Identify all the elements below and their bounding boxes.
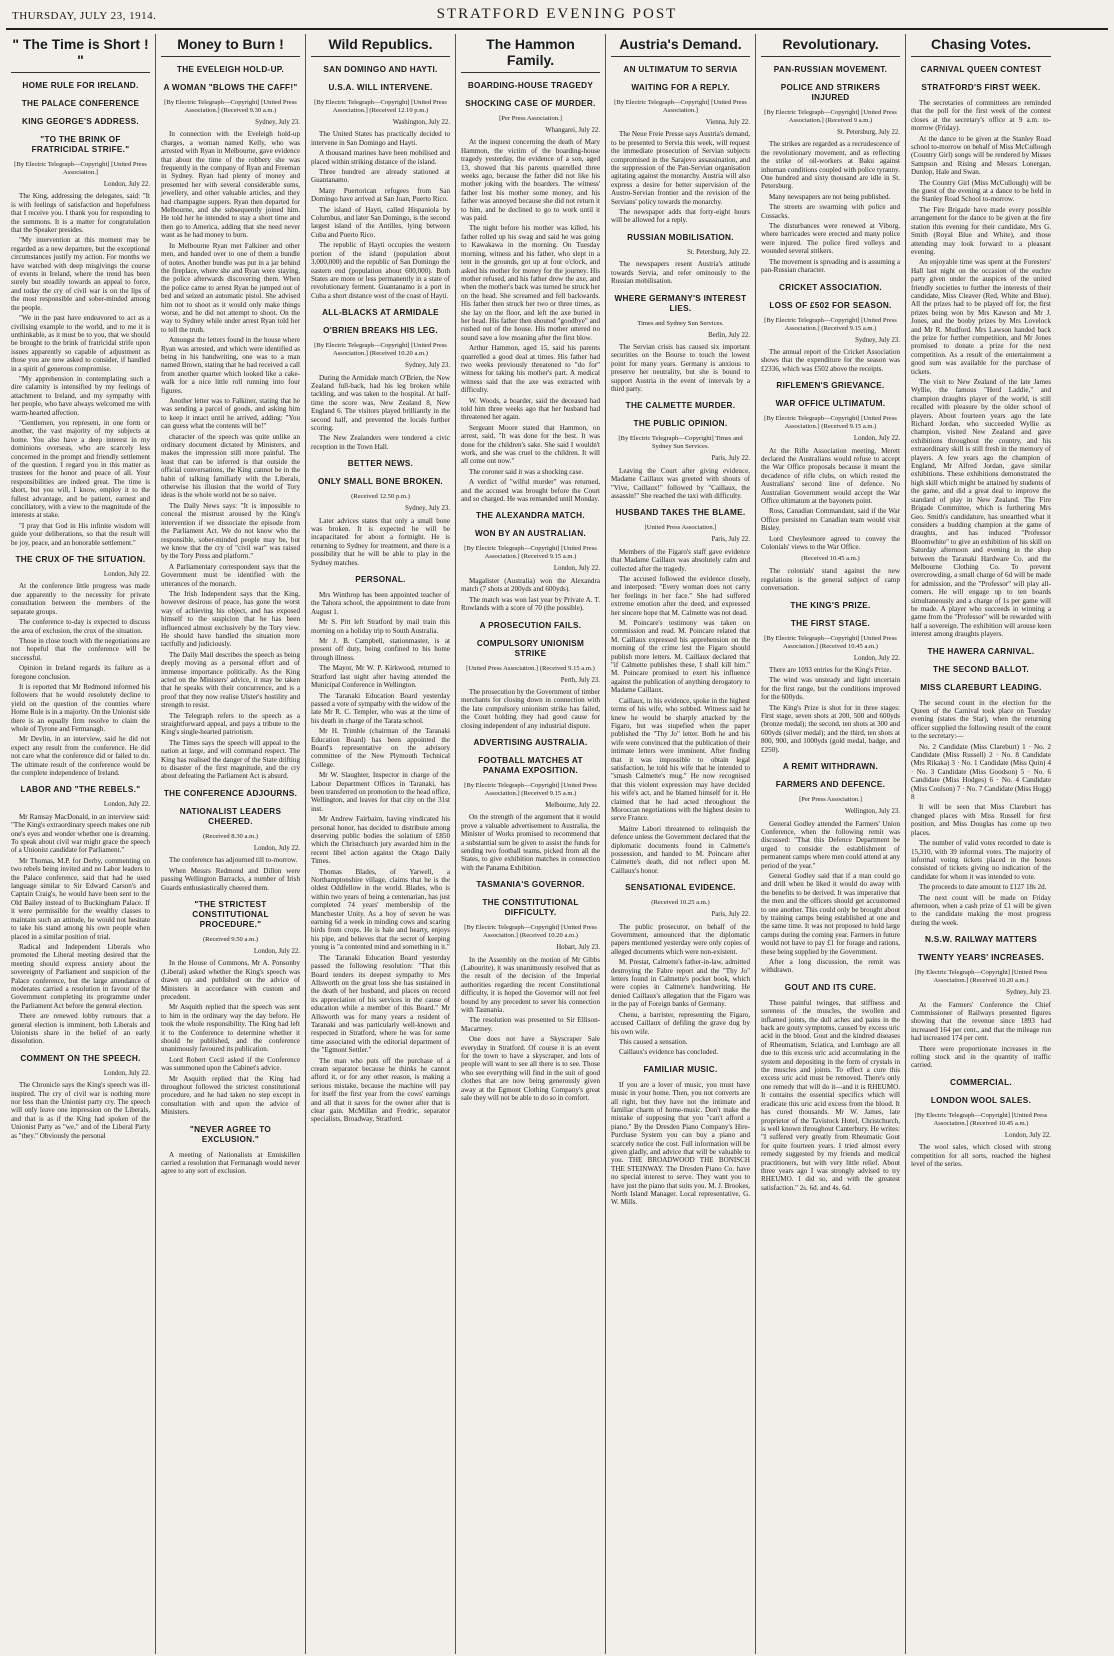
subheading: BETTER NEWS. [347, 459, 414, 469]
dateline: Wellington, July 23. [845, 808, 900, 816]
column-6 [756, 34, 906, 1654]
article-paragraph: Mr S. Pitt left Stratford by mail train this morning on a holiday trip to South Australia. [311, 618, 450, 635]
subheading: "NEVER AGREE TO EXCLUSION." [189, 1124, 272, 1144]
article-paragraph: Caillaux's evidence has concluded. [619, 1048, 718, 1057]
subheading: FOOTBALL MATCHES AT PANAMA EXPOSITION. [478, 755, 583, 775]
article-paragraph: Mr Devlin, in an interview, said he did not expect any result from the conference. He did not care what the conference did or failed to do. The ultimate result of the conference would be the complete independence of Ireland. [11, 735, 150, 777]
subheading: CARNIVAL QUEEN CONTEST [920, 65, 1042, 74]
article-paragraph: The conference has adjourned till to-morrow. [169, 856, 298, 865]
subheading: THE SECOND BALLOT. [933, 664, 1029, 674]
article-paragraph: The streets are swarming with police and Cossacks. [761, 203, 900, 220]
subheading: FARMERS AND DEFENCE. [775, 780, 886, 790]
subheading: THE CONFERENCE ADJOURNS. [163, 788, 298, 798]
wire-credit: [By Electric Telegraph—Copyright] [United Press Association.] (Received 9.15 a.m.) [764, 316, 897, 332]
subheading: RIFLEMEN'S GRIEVANCE. [776, 381, 885, 391]
dateline: Vienna, July 22. [705, 119, 750, 126]
wire-credit: [By Electric Telegraph—Copyright] [United Press Association.] (Received 10.45 a.m.) [764, 634, 897, 650]
article-paragraph: In Melbourne Ryan met Falkiner and other men, and handed over to one of them a bundle of notes. Another bundle was put in a jar behind the fireplace, where she and Ryan were staying, the police afterwards discovering them. When the police came to arrest Ryan he jumped out of bed and seized an automatic pistol. She advised him not to shoot as it would only make things worse, and he did not attempt to shoot. On the way to Sydney while under arrest Ryan told her to tell the truth. [161, 241, 300, 334]
article-paragraph: The United States has practically decided to intervene in San Domingo and Hayti. [311, 130, 450, 147]
subheading: THE CRUX OF THE SITUATION. [15, 555, 146, 565]
article-paragraph: The newspapers resent Austria's attitude towards Servia, and refer ominously to the Russian mobilisation. [611, 260, 750, 286]
subheading: A WOMAN "BLOWS THE CAFF!" [163, 83, 298, 92]
dateline: Hobart, July 23. [556, 944, 600, 952]
article-paragraph: W. Woods, a boarder, said the deceased had told him three weeks ago that her husband had threatened her again. [461, 396, 600, 422]
dateline: London, July 22. [1004, 1131, 1051, 1139]
article-paragraph: "Gentlemen, you represent, in one form or another, the vast majority of my subjects at home. You also have a deep interest in my dominions overseas, who are scarcely less concerned in the prompt and friendly settlement of the question. I regard you in this matter as trustees for the honor and peace of all. Your responsibilities are indeed great. The time is short, but you will, I know, employ it to the fullest advantage, and be patient, earnest and conciliatory, with a view to the magnitude of the interests at stake. [11, 418, 150, 520]
article-paragraph: The accused followed the evidence closely, and interposed: "Every woman does not carry her feelings in her face." She had suffered extreme emotion after the deed, and expressed her sincere hope that M. Calmette was not dead. [611, 575, 750, 617]
dateline: Perth, July 23. [560, 676, 600, 684]
article-paragraph: The newspaper adds that forty-eight hours will be allowed for a reply. [611, 208, 750, 225]
subheading: WON BY AN AUSTRALIAN. [474, 529, 587, 539]
article-paragraph: The Daily Mail describes the speech as being deeply moving as a personal effort and of immense importance politically. As the King acted on the Ministers' advice, it may be taken that he speaks with their concurrence, and is a proof that they now realise Ulster's hostility and strength to resist. [161, 650, 300, 710]
article-paragraph: The match was won last year by Private A. T. Rowlands with a score of 70 (the possible). [461, 595, 600, 613]
article-paragraph: The colonials' stand against the new regulations is the general subject of camp conversation. [761, 567, 900, 593]
subheading: SENSATIONAL EVIDENCE. [625, 883, 736, 893]
subheading: PERSONAL. [355, 575, 406, 585]
article-paragraph: The proceeds to date amount to £127 18s 2d. [919, 883, 1047, 892]
article-paragraph: The Irish Independent says that the King, however desirous of peace, has gone the worst way of achieving his object, and has exposed himself to the suspicion that he has been influenced almost exclusively by the Tory view. He should have handled the situation more tactfully and judiciously. [161, 589, 300, 649]
article-paragraph: Chenu, a barrister, representing the Figaro, accused Caillaux of defiling the grave dug by his own wife. [611, 1010, 750, 1036]
article-paragraph: Lord Robert Cecil asked if the Conference was summoned upon the Cabinet's advice. [161, 1055, 300, 1073]
subheading: THE CONSTITUTIONAL DIFFICULTY. [482, 898, 579, 918]
article-paragraph: Caillaux, in his evidence, spoke in the highest terms of his wife, who sobbed. Witness said he knew he would be sharply attacked by the Figaro, but was stupefied when the paper published the "Thy Jo" letter. Both he and his wife were convinced that the publication of their intimate letters were imminent. After finding that it was impossible to obtain legal satisfaction, he told his wife that he intended to "smash Calmette's mug." He now recognised that this violent expression may have decided his wife's act, and he blamed himself for it. He claimed that he had acted throughout the Moroccan negotiations with the highest desire to serve France. [611, 696, 750, 823]
wire-credit: (Received 10.25 a.m.) [651, 899, 710, 907]
issue-date: THURSDAY, JULY 23, 1914. [12, 10, 157, 22]
wire-credit: [By Electric Telegraph—Copyright] [United Press Association.] (Received 10.20 a.m.) [914, 969, 1048, 985]
wire-credit: [Per Press Association.] [799, 796, 862, 804]
article-paragraph: One does not have a Skyscraper Sale everyday in Stratford. Of course it is an event for the town to have a skyscraper, and lots of people will want to see all there is to see. Those who see everything will find in the suit of good clothes that are now being generously given away at the Egmont Clothing Company's great sale they will not be able to do so in comfort. [461, 1035, 600, 1103]
article-paragraph: "I pray that God in His infinite wisdom will guide your deliberations, so that the result will be joy, peace, and an honorable settlement." [11, 521, 150, 547]
subheading: GOUT AND ITS CURE. [784, 982, 877, 992]
dateline: London, July 22. [853, 435, 900, 443]
masthead [6, 6, 1108, 30]
article-paragraph: The Taranaki Education Board yesterday passed a vote of sympathy with the widow of the late Mr R. C. Templer, who was at the time of his death in charge of the Tarata school. [311, 691, 450, 725]
article-paragraph: Three hundred are already stationed at Guantanamo. [311, 168, 450, 185]
wire-credit: [By Electric Telegraph—Copyright] [United Press Association.] (Received 10.20 a.m.) [464, 924, 597, 940]
article-paragraph: M. Prestat, Calmette's father-in-law, admitted destroying the Fabre report and the "Thy Jo" letters found in Calmette's pocket book, which were copies in Calmette's handwriting. He denied Caillaux's allegation that the Figaro was in the pay of Foreign banks of Germany. [611, 958, 750, 1009]
dateline: London, July 22. [853, 654, 900, 662]
article-paragraph: The Chronicle says the King's speech was ill-inspired. The cry of civil war is nothing more nor less than the Unionist party cry. The speech will only leave one impression on the Liberals, and that is as if the King had spoken of the Unionist Party as "we," and of the Liberal Party as "they." Obviously the personal [11, 1081, 150, 1140]
subheading: RUSSIAN MOBILISATION. [627, 232, 734, 242]
article-paragraph: Mr H. Trimble (chairman of the Taranaki Education Board) has been appointed the Board's representative on the advisory committee of the New Plymouth Technical College. [311, 727, 450, 769]
article-paragraph: The Mayor, Mr W. P. Kirkwood, returned to Stratford last night after having attended the Municipal Conference in Wellington. [311, 664, 450, 690]
article-paragraph: Another letter was to Falkiner, stating that he was sending a parcel of goods, and asking him to keep it intact until he arrived, adding: "You can guess what the contents will be!" [161, 397, 300, 431]
subheading: THE KING'S PRIZE. [790, 600, 871, 610]
wire-credit: [By Electric Telegraph—Copyright] [United Press Association.] (Received 12.10 p.m.) [314, 99, 447, 114]
subheading: BOARDING-HOUSE TRAGEDY [467, 81, 594, 90]
article-paragraph: At the Rifle Association meeting, Merett declared the Australians would refuse to accept the War Office proposals because it meant the decadence of rifle clubs, on which rested the Australians' second line of defence. No Australian Government would accept the War Office ultimatum at the bayonets point. [761, 446, 900, 505]
article-paragraph: The King, addressing the delegates, said: "It is with feelings of satisfaction and hopefulness that I receive you. I thank you for responding to the summons. It is a matter for congratulation that the Speaker presides. [11, 192, 150, 235]
article-paragraph: The man who puts off the purchase of a cream separator because he thinks he cannot afford it, or for any other reason, is making a serious mistake, because the machine will pay for itself the first year from the cows' earnings and all that it saves for the owner after that is clear gain. McMillan and Fredric, separator specialists, Broadway, Stratford. [311, 1056, 450, 1124]
article-paragraph: The Daily News says: "It is impossible to conceal the mistrust aroused by the King's intervention if we dissociate the episode from the Parliament Act. We do not know who the responsible, sober-minded people may be, but we know that the cry of "civil war" was raised by the Tory Press and platform." [161, 501, 300, 561]
wire-credit: [United Press Association.] (Received 9.15 a.m.) [466, 664, 595, 672]
article-paragraph: Later advices states that only a small bone was broken. It is expected he will be incapacitated for about a fortnight. He is returning to Sydney for treatment, and there is a possibility that he will be able to play in the Sydney matches. [311, 516, 450, 567]
article-paragraph: The conference to-day is expected to discuss the area of exclusion, the crux of the situation. [11, 618, 150, 635]
article-paragraph: The secretaries of committees are reminded that the poll for the first week of the contest closes at the secretary's office at 9 a.m. to-morrow (Friday). [911, 99, 1051, 133]
article-paragraph: "My intervention at this moment may be regarded as a new departure, but the exceptional circumstances justify my action. For months we have watched with deep misgivings the course of events in Ireland, where the trend has been surely but steadily towards an appeal to force, and today the cry of civil war is on the lips of the most responsible and sober-minded among the people. [11, 236, 150, 312]
article-paragraph: Opinion in Ireland regards its failure as a foregone conclusion. [11, 664, 150, 681]
subheading: THE ALEXANDRA MATCH. [476, 511, 585, 521]
article-paragraph: At the conference little progress was made due apparently to the necessity for private consultation between the members of the separate groups. [11, 582, 150, 616]
article-paragraph: There are renewed lobby rumours that a general election is imminent, both Liberals and Unionists share in the belief of an early dissolution. [11, 1012, 150, 1046]
article-paragraph: The movement is spreading and is assuming a pan-Russian character. [761, 257, 900, 275]
article-paragraph: The disturbances were renewed at Viborg, where barricades were erected and many police were injured. The police fired volleys and wounded several strikers. [761, 222, 900, 256]
wire-credit: [By Electric Telegraph—Copyright] [United Press Association.] (Received 9.15 a.m.) [764, 415, 897, 431]
subheading: TASMANIA'S GOVERNOR. [476, 880, 585, 890]
subheading: "TO THE BRINK OF FRATRICIDAL STRIFE." [31, 135, 130, 154]
dateline: London, July 22. [103, 571, 150, 579]
column-2 [156, 34, 306, 1654]
subheading: NATIONALIST LEADERS CHEERED. [179, 806, 282, 826]
article-paragraph: A verdict of "wilful murder" was returned, and the accused was brought before the Court and so charged. He was remanded until Monday. [461, 478, 600, 504]
article-paragraph: Mr W. Slaughter, Inspector in charge of the Labour Department Offices in Taranaki, has been transferred on promotion to the head office, Wellington, and leaves for that city on the 31st inst. [311, 771, 450, 813]
article-paragraph: The King's Prize is shot for in three stages: First stage, seven shots at 200, 500 and 600yds (bronze medal); the second, ten shots at 300 and 600yds (silver medal); and the third, ten shots at 800, 900, and 1000yds (gold medal, badge, and £250). [761, 703, 900, 754]
subheading: LOSS OF £502 FOR SEASON. [769, 300, 892, 310]
article-paragraph: A meeting of Nationalists at Enniskillen carried a resolution that Fermanagh would never agree to any sort of exclusion. [161, 1150, 300, 1176]
article-paragraph: Ross, Canadian Commandant, said if the War Office persisted no Canadian team would visit Bisley. [761, 507, 900, 533]
article-paragraph: The number of valid votes recorded to date is 15,310, with 39 informal votes. The majority of informal voting tickets placed in the boxes consisted of tickets giving no indication of the candidate for whom it was intended to vote. [911, 839, 1051, 881]
article-paragraph: An enjoyable time was spent at the Foresters' Hall last night on the occasion of the euchre party given under the auspices of the united friendly societies to further the interests of their candidate, Miss Cleaver (Red, White and Blue). All the prizes had to be played off for, the first prizes being won by Mrs Kawson and Mr J. Jones, and the booby prizes by Mrs Lovelock and Mr R. Mudford. Mrs Lawson handed back the prize for further competition, and Mr Jones promised to donate a prize for the next competition. As a result of the entertainment a good sum was available for the purchase of tickets. [911, 258, 1051, 376]
article-paragraph: Many newspapers are not being published. [769, 192, 891, 201]
article-paragraph: Those in close touch with the negotiations are not hopeful that the conference will be successful. [11, 636, 150, 662]
subheading: SAN DOMINGO AND HAYTI. [323, 65, 438, 74]
article-paragraph: The Taranaki Education Board yesterday passed the following resolution: "That this Board tenders its deepest sympathy to Mrs Allsworth on the great loss she has sustained in the death of her husband, and places on record its appreciation of his services in the cause of education while a member of this Board." Mr Allsworth was for many years a resident of Taranaki and was particularly well-known and respected in Stratford, where he was for some time associated with the editorial department of the "Egmont Settler." [311, 953, 450, 1055]
article-paragraph: At the inquest concerning the death of Mary Hammon, the victim of the boarding-house tragedy yesterday, the evidence of a son, aged 13, showed that his parents quarrelled three weeks ago, because the father did not like his mother joking with the boarders. The witness' father lost his mother some money, and his father was annoyed because she did not return it to him, and he declined to go to work until it was paid. [461, 138, 600, 223]
dateline: Paris, July 22. [711, 536, 750, 544]
article-paragraph: The resolution was presented to Sir Ellison-Macartney. [461, 1016, 600, 1033]
wire-credit: (Received 9.50 a.m.) [202, 935, 259, 943]
dateline: London, July 22. [553, 565, 600, 573]
article-paragraph: In the House of Commons, Mr A. Ponsonby (Liberal) asked whether the King's speech was drawn up and published on the advice of Ministers in accordance with custom and precedent. [161, 959, 300, 1001]
article-paragraph: Those painful twinges, that stiffness and soreness of the muscles, the swollen and inflamed joints, the dull aches and pains in the back are gouty symptoms, caused by excess uric acid in the blood. Gout and the kindred diseases of Rheumatism, Sciatica, and Lumbago are all due to this excess uric acid accumulating in the system and depositing in the form of crystals in the muscles and joints. To effect a cure this excess uric acid must be removed. There's only one remedy that will do it—and it is RHEUMO. It contains the essential specifics which will eradicate this uric acid excess from the blood. It has cured thousands. Mr W. James, late proprietor of the Tavistock Hotel, Christchurch, is well known throughout Canterbury. He writes: "I suffered very greatly from Rheumatic Gout for quite fourteen years. I tried almost every remedy suggested by my friends and medical practitioners, but with very little relief. About three years ago I was strongly advised to try RHEUMO. I did so, and with the greatest satisfaction." 2s. 6d. and 4s. 6d. [761, 998, 900, 1192]
columns [6, 34, 1108, 1654]
article-paragraph: The Times says the speech will appeal to the nation at large, and will command respect. The King has realised the danger of the State drifting to disaster of the first magnitude, and the cry about defeating the Parliament Act is absurd. [161, 738, 300, 781]
article-paragraph: The wind was unsteady and light uncertain for the first range, but the conditions improved for the 600yds. [761, 676, 900, 702]
article-paragraph: Many Puertorican refugees from San Domingo have arrived at San Juan, Puerto Rico. [311, 186, 450, 204]
wire-credit: Times and Sydney Sun Services. [637, 319, 724, 327]
subheading: A PROSECUTION FAILS. [479, 620, 582, 630]
article-paragraph: M. Poincare's testimony was taken on commission and read. M. Poincare related that M. Caillaux expressed his apprehension on the morning of the crime lest the Figaro should publish more letters. M. Caillaux declared that "if Calmette publishes these, I shall kill him." M. Poincare promised to exert his influence against the publication of anything derogatory to Madame Caillaux. [611, 619, 750, 695]
article-paragraph: In the Assembly on the motion of Mr Gibbs (Labourite), it was unanimously resolved that as the result of the decision of the Imperial authorities regarding the recent Constitutional difficulty, it is hoped the Governor will not feel bound by any precedent to sever his connection with Tasmania. [461, 955, 600, 1015]
dateline: Paris, July 22. [711, 911, 750, 919]
subheading: COMMENT ON THE SPEECH. [20, 1053, 141, 1063]
column-3 [306, 34, 456, 1654]
wire-credit: [By Electric Telegraph—Copyright] [United Press Association.] (Received 9.30 a.m.) [164, 99, 297, 114]
article-paragraph: The Fire Brigade have made every possible arrangement for the dance to be given at the fire station this evening for their candidate, Mrs G. Smith (Royal Blue and White), and those attending may look forward to a pleasant evening. [911, 205, 1051, 256]
dateline: Washington, July 22. [392, 119, 450, 126]
article-paragraph: A Parliamentary correspondent says that the Government must be identified with the utterances of the monarch. [161, 562, 300, 588]
article-paragraph: Arthur Hammon, aged 15, said his parents quarrelled a good deal at times. His father had two weeks previously threatened to "do for" witness for taking his mother's part. A medical witness said that the axe was extracted with difficulty. [461, 344, 600, 395]
subheading: CRICKET ASSOCIATION. [779, 282, 882, 292]
column-headline: Money to Burn ! [161, 36, 300, 57]
column-headline: Revolutionary. [761, 36, 900, 57]
column-headline: Chasing Votes. [911, 36, 1051, 57]
subheading: O'BRIEN BREAKS HIS LEG. [323, 326, 438, 336]
subheading: FAMILIAR MUSIC. [643, 1064, 718, 1074]
column-4 [456, 34, 606, 1654]
subheading: POLICE AND STRIKERS INJURED [780, 83, 881, 102]
article-paragraph: Amongst the letters found in the house where Ryan was arrested, and which were identified as being in his handwriting, one was to a man named Brown, stating that he had received a call from another quarter which looked like a cake-walk for a nice little roll running into four figures. [161, 336, 300, 395]
article-paragraph: The Telegraph refers to the speech as a straightforward appeal, and pays a tribute to the King's single-hearted patriotism. [161, 711, 300, 737]
wire-credit: [By Electric Telegraph—Copyright] [United Press Association.] (Received 10.20 a.m.) [314, 342, 447, 358]
subheading: THE HAWERA CARNIVAL. [927, 646, 1035, 656]
subheading: HUSBAND TAKES THE BLAME. [615, 508, 746, 518]
article-paragraph: General Godley said that if a man could go and drill when he liked it would do away with the benefits to be derived. It was imperative that the men and the officers should get accustomed to one another. This could only be brought about by training camps being established at one and the same time. It was not proposed to hold large camps during the coming year. Farmers in future would not have to pay £1 for forage and rations, these being supplied by the Government. [761, 871, 900, 956]
subheading: AN ULTIMATUM TO SERVIA [623, 65, 738, 74]
subheading: LABOR AND "THE REBELS." [20, 785, 141, 795]
article-paragraph: At the dance to be given at the Stanley Road school to-morrow on behalf of Miss McCullough (Country Girl) songs will be rendered by Misses Sampson and Rising and Messrs Lonergan, Dunlop, Hale and Swan. [911, 134, 1051, 177]
subheading: WAR OFFICE ULTIMATUM. [775, 399, 886, 409]
column-headline: Wild Republics. [311, 36, 450, 57]
subheading: N.S.W. RAILWAY MATTERS [925, 935, 1037, 945]
article-paragraph: No. 2 Candidate (Miss Clareburt) 1 · No. 2 Candidate (Miss Russell) 2 · No. 8 Candidate (Mrs Rikaka) 3 · No. 1 Candidate (Miss Quin) 4 · No. 3 Candidate (Miss Goodson) 5 · No. 6 Candidate (Miss Hodges) 6 · No. 4 Candidate (Miss Coulson) 7 · No. 7 Candidate (Miss Hogg) 8 [911, 742, 1051, 802]
subheading: A REMIT WITHDRAWN. [782, 762, 879, 772]
article-paragraph: The Neue Freie Presse says Austria's demand, to be presented to Servia this week, will request the immediate prosecution of Servian subjects compromised in the Sarajevo assassination, and the suppression of the Pan-Servian organisation agitating against the monarchy. Austria will also express a desire for better supervision of the Austro-Servian frontier and the revision of the Servians' policy towards the monarchy. [611, 130, 750, 206]
article-paragraph: The Country Girl (Miss McCullough) will be the guest of the evening at a dance to be held in the Stanley Road School to-morrow. [911, 178, 1051, 204]
dateline: Sydney, July 23. [405, 505, 450, 513]
article-paragraph: Sergeant Moore stated that Hammon, on arrest, said, "It was done for the best. It was done for the children's sake. She said I wouldn't work, and she was cruel to the children. It will all come out now." [461, 423, 600, 466]
article-paragraph: At the Farmers' Conference the Chief Commissioner of Railways presented figures showing that the revenue since 1893 had increased 164 per cent., and that the mileage run had increased 174 per cent. [911, 1000, 1051, 1043]
article-paragraph: The island of Hayti, called Hispaniola by Columbus, and later San Domingo, is the second largest island of the Antilles, lying between Cuba and Puerto Rico. [311, 205, 450, 239]
article-paragraph: Mr Asquith replied that the speech was sent to him in the ordinary way the day before. He took the whole responsibility. The King had left it to the Conference to determine whether it should be published, and the conference unanimously favoured its publication. [161, 1003, 300, 1054]
article-paragraph: Maitre Labori threatened to relinquish the defence unless the Government declared that the diplomatic documents found in Calmette's possession, and handed to M. Poincare after Calmette's death, did not reflect upon M. Caillaux's honor. [611, 824, 750, 875]
article-paragraph: Thomas Blades, of Yarwell, a Northamptonshire village, claims that he is the oldest Oddfellow in the world. Blades, who is within two years of being a centenarian, has just completed 74 years' membership of the Manchester Unity. As a boy of seven he was earning 6d a week in minding cows and scaring birds from crops. He is hale and hearty, enjoys his pipe, and believes that the secret of keeping young is "a contented mind and something in it." [311, 867, 450, 952]
article-paragraph: Members of the Figaro's staff gave evidence that Madame Caillaux was absolutely calm and collected after the tragedy. [611, 547, 750, 573]
subheading: ADVERTISING AUSTRALIA. [473, 737, 588, 747]
dateline: Sydney, July 23. [1006, 989, 1051, 997]
dateline: Paris, July 22. [711, 455, 750, 463]
article-paragraph: This caused a sensation. [619, 1037, 688, 1046]
article-paragraph: The public prosecutor, on behalf of the Government, announced that the diplomatic papers mentioned yesterday were only copies of alleged documents which were non-existent. [611, 922, 750, 956]
article-paragraph: Mr Asquith replied that the King had throughout followed the strictest constitutional procedure, and he had taken no step except in consultation with and upon the advice of Ministers. [161, 1074, 300, 1117]
article-paragraph: Lord Cheylesmore agreed to convey the Colonials' views to the War Office. [761, 534, 900, 551]
article-paragraph: General Godley attended the Farmers' Union Conference, when the following remit was discussed: "That this Defence Department be urged to consider the establishment of permanent camps where men could attend at any period of the year." [761, 819, 900, 870]
dateline: London, July 22. [103, 1069, 150, 1077]
article-paragraph: The next count will be made on Friday afternoon, when a cash prize of £1 will be given to the candidate making the most progress during the week. [911, 893, 1051, 927]
wire-credit: (Received 10.45 a.m.) [801, 555, 860, 563]
subheading: THE EVELEIGH HOLD-UP. [176, 65, 285, 74]
column-headline: " The Time is Short ! " [11, 36, 150, 73]
article-paragraph: When Messrs Redmond and Dillon were passing Wellington Barracks, a number of Irish Guards enthusiastically cheered them. [161, 866, 300, 892]
dateline: Melbourne, July 22. [545, 801, 600, 809]
dateline: Sydney, July 23. [855, 336, 900, 344]
subheading: THE PALACE CONFERENCE [21, 99, 140, 108]
wire-credit: [Per Press Association.] [499, 115, 562, 122]
article-paragraph: "My apprehension in contemplating such a dire calamity is intensified by my feelings of attachment to Ireland, and my sympathy with her people, who have always welcomed me with warm-hearted affection. [11, 374, 150, 417]
dateline: Sydney, July 23. [255, 119, 300, 126]
wire-credit: [By Electric Telegraph—Copyright] [United Press Association.] [614, 99, 747, 114]
wire-credit: [By Electric Telegraph—Copyright] [United Press Association.] (Received 10.45 a.m.) [914, 1111, 1048, 1127]
subheading: "THE STRICTEST CONSTITUTIONAL PROCEDURE." [192, 899, 269, 929]
wire-credit: [By Electric Telegraph—Copyright] [United Press Association.] (Received 9.15 a.m.) [464, 545, 597, 561]
article-paragraph: There were proportionate increases in the rolling stock and in the quantity of traffic carried. [911, 1044, 1051, 1070]
newspaper-title: STRATFORD EVENING POST [436, 6, 678, 22]
dateline: London, July 22. [253, 844, 300, 852]
dateline: Berlin, July 22. [708, 331, 750, 339]
wire-credit: [By Electric Telegraph—Copyright] [United Press Association.] [14, 161, 147, 176]
subheading: SHOCKING CASE OF MURDER. [465, 99, 596, 108]
article-paragraph: The coroner said it was a shocking case. [469, 467, 584, 476]
subheading: HOME RULE FOR IRELAND. [22, 81, 139, 90]
column-headline: The Hammon Family. [461, 36, 600, 73]
article-paragraph: A thousand marines have been mobilised and placed within striking distance of the island. [311, 149, 450, 166]
wire-credit: [United Press Association.] [644, 524, 717, 532]
subheading: TWENTY YEARS' INCREASES. [917, 953, 1045, 963]
wire-credit: (Received 8.30 a.m.) [202, 832, 259, 840]
subheading: PAN-RUSSIAN MOVEMENT. [773, 65, 888, 74]
article-paragraph: The republic of Hayti occupies the western portion of the island (population about 3,000,000) and the republic of San Domingo the eastern end (population about 600,000). Both States are more or less permanently in a state of revolutionary ferment. Guantanamo is a port in Cuba a short distance west of the coast of Hayti. [311, 241, 450, 300]
article-paragraph: If you are a lover of music, you must have music in your home. Then, you not converts are all right, but they have not the intimate and familiar charm of home-music. Don't make the mistake of supposing that you "can't afford a piano." By the Dresden Piano Company's Hire-Purchase System you can buy a piano and scarcely notice the cost. Full information will be given gladly, and advice that will be valuable to you. THE BROADWOOD THE BONISCH THE STEINWAY. The Dresden Piano Co. have no special interest to serve. They want you to have just the piano that suits you. M. J. Brookes, North Island Manager. Local representative, G. W. Mills. [611, 1080, 750, 1207]
article-paragraph: The wool sales, which closed with strong competition for all sorts, reached the highest level of the series. [911, 1143, 1051, 1169]
article-paragraph: The New Zealanders were tendered a civic reception in the Town Hall. [311, 434, 450, 451]
dateline: Whangarei, July 22. [545, 127, 600, 134]
article-paragraph: The Servian crisis has caused six important securities on the Bourse to touch the lowest point for many years. Germany is anxious to preserve her neutrality, but she is bound to support Austria in the event of intervals by a third party. [611, 342, 750, 393]
dateline: Sydney, July 23. [405, 362, 450, 370]
column-headline: Austria's Demand. [611, 36, 750, 57]
article-paragraph: It will be seen that Miss Clareburt has changed places with Miss Russell for first position, and Miss Douglas has come up two places. [911, 803, 1051, 837]
wire-credit: [By Electric Telegraph—Copyright] [United Press Association.] (Received 9 a.m.) [764, 109, 897, 124]
article-paragraph: The prosecution by the Government of timber merchants for closing down in connection with the late compulsory unionism strike has failed, the Court holding they had good cause for closing independent of any industrial dispute. [461, 687, 600, 730]
subheading: THE FIRST STAGE. [790, 618, 871, 628]
article-paragraph: The annual report of the Cricket Association shows that the expenditure for the season was £2336, which was £502 above the receipts. [761, 347, 900, 373]
subheading: COMMERCIAL. [950, 1077, 1012, 1087]
wire-credit: (Received 12.50 p.m.) [351, 493, 410, 501]
article-paragraph: The strikes are regarded as a recrudescence of the revolutionary movement, and as reflecting the strike of oil-workers at Baku against inhuman conditions coupled with police tyranny. One hundred and sixty thousand are idle in St. Petersburg. [761, 140, 900, 191]
article-paragraph: There are 1093 entries for the King's Prize. [769, 666, 892, 675]
subheading: KING GEORGE'S ADDRESS. [22, 117, 139, 126]
subheading: THE CALMETTE MURDER. [625, 401, 736, 411]
article-paragraph: character of the speech was quite unlike an ordinary document dictated by Ministers, and makes the impression still more painful. The least that can be inferred is that outside the official conversations, the King cannot be in the habit of talking familiarly with the Liberals, otherwise his illusion that the world of Tory ideas is the whole world not be so naive. [161, 432, 300, 500]
article-paragraph: Leaving the Court after giving evidence, Madame Caillaux was greeted with shouts of "Vive, Caillaux!" followed by "Caillaux, the assassin!" She reached the taxi with difficulty. [611, 466, 750, 500]
article-paragraph: Mr Andrew Fairbairn, having vindicated his personal honor, has decided to distribute among deserving public bodies the solatium of £850 which the Christchurch jury awarded him in the recent libel action against the Otago Daily Times. [311, 815, 450, 866]
article-paragraph: In connection with the Eveleigh hold-up charges, a woman named Kelly, who was arrested with Ryan in Melbourne, gave evidence that about the time of the robbery she was frequently in the company of Ryan and Freeman in Sydney. Ryan had plenty of money and presented her with several considerable sums, jewellery, and other valuable articles, and they had champagne suppers. Ryan then departed for Melbourne, and she subsequently joined him. He told her he intended to stay a short time and then go to America, adding that she need never want as he had money to burn. [161, 130, 300, 240]
subheading: U.S.A. WILL INTERVENE. [328, 83, 433, 92]
subheading: STRATFORD'S FIRST WEEK. [921, 83, 1041, 92]
subheading: COMPULSORY UNIONISM STRIKE [476, 638, 585, 658]
article-paragraph: "We in the past have endeavored to act as a civilising example to the world, and to me it is unthinkable, as it must be to you, that we should be brought to the brink of fratricidal strife upon issues apparently so capable of adjustment as those you are now asked to consider, if handled in a spirit of generous compromise. [11, 314, 150, 373]
dateline: London, July 22. [253, 947, 300, 955]
subheading: WAITING FOR A REPLY. [631, 83, 730, 92]
article-paragraph: Mrs Winthrop has been appointed teacher of the Tahora school, the appointment to date from August 1. [311, 591, 450, 616]
subheading: ALL-BLACKS AT ARMIDALE [322, 308, 439, 318]
article-paragraph: Mr Ramsay MacDonald, in an interview said: "The King's extraordinary speech makes one rub one's eyes and wonder whether one is dreaming. To speak about civil war might grace the speech of a Unionist candidate for Parliament." [11, 812, 150, 855]
dateline: London, July 22. [103, 801, 150, 809]
dateline: St. Petersburg, July 22. [837, 129, 900, 136]
subheading: MISS CLAREBURT LEADING. [920, 682, 1042, 692]
column-7 [906, 34, 1056, 1654]
wire-credit: [By Electric Telegraph—Copyright] [United Press Association.] (Received 9.15 a.m.) [464, 781, 597, 797]
dateline: London, July 22. [103, 181, 150, 188]
subheading: ONLY SMALL BONE BROKEN. [317, 477, 444, 487]
article-paragraph: The visit to New Zealand of the late James Wyllie, the famous "Herd Laddie," and champion draughts player of the world, is still recalled with pleasure by the older school of players. About fourteen years ago the late Richard Jordan, who succeeded Wyllie as champion, visited New Zealand and gave exhibitions throughout the country, and his extraordinary skill is still fresh in the memory of players. A few years ago the champion of England, Mr Alfred Jordan, gave similar exhibitions. These exhibitions demonstrated the high skill which might be attained by students of the game, and did a great deal to improve the standard of play in New Zealand. The Fire Brigade Committee, which is furthering Mrs Geo. Smith's candidature, has unearthed what it considers a budding champion at the game of draughts, and has induced "Professor Bloomwhite" to give an exhibition of his skill on Saturday afternoon and evening in the shop between the Taranaki Hardware Co. and the Melbourne Clothing Co. To prevent overcrowding, a small charge of 6d will be made for admission, and the "Professor" will play all-comers. He will engage up to ten boards simultaneously and a charge of 1s per game will be made. A player who succeeds in winning a game from the "Professor" will be rewarded with half a sovereign. The exhibition will arouse keen interest among draughts players. [911, 378, 1051, 639]
article-paragraph: Mr J. B. Campbell, stationmaster, is at present off duty, being confined to his home through illness. [311, 637, 450, 662]
article-paragraph: Radical and Independent Liberals who promoted the Liberal meeting desired that the meeting should express anxiety about the sovereignty of Parliament and suspicion of the Palace conference, but the large attendance of moderates carried a resolution in favour of the Government completing its programme under the Parliament Act before the general election. [11, 942, 150, 1010]
column-5 [606, 34, 756, 1654]
subheading: WHERE GERMANY'S INTEREST LIES. [614, 293, 747, 313]
article-paragraph: Magalister (Australia) won the Alexandra match (7 shots at 200yds and 600yds). [461, 576, 600, 594]
article-paragraph: During the Armidale match O'Brien, the New Zealand full-back, had his leg broken while tackling, and was taken to the hospital. At half-time the score was, New Zealand 8, New England 6. The visitors played brilliantly in the second half, and prevented the locals further scoring. [311, 373, 450, 432]
article-paragraph: After a long discussion, the remit was withdrawn. [761, 958, 900, 975]
column-1 [6, 34, 156, 1654]
dateline: St. Petersburg, July 22. [687, 248, 750, 256]
article-paragraph: Mr Thomas, M.P. for Derby, commenting on two rebels being invited and no Labor leaders to the Palace conference, said that had he used language similar to Sir Edward Carson's and Captain Craig's, he would have been sent to the Old Bailey instead of to Buckingham Palace. If it were permissible for the wealthy classes to maintain such an attitude, he would not hesitate to take his stand among his own people when placed in a similar position of trial. [11, 856, 150, 941]
subheading: LONDON WOOL SALES. [930, 1095, 1032, 1105]
wire-credit: [By Electric Telegraph—Copyright] Times and Sydney Sun Services. [618, 435, 743, 451]
article-paragraph: On the strength of the argument that it would prove a valuable advertisement to Australia, the Minister of Works promised to recommend that a substantial sum be given to assist the funds for sending two football teams, picked from all the States, to give exhibition matches in connection with the Panama Exhibition. [461, 813, 600, 872]
article-paragraph: It is reported that Mr Redmond informed his followers that he would resolutely decline to yield on the question of the counties where Home Rule is in a majority. On the Unionist side there is an equally firm resolve to claim the whole of Tyrone and Fermanagh. [11, 682, 150, 733]
article-paragraph: The second count in the election for the Queen of the Carnival took place on Tuesday evening (states the Star), when the returning officer supplied the following result of the count to the secretary:— [911, 698, 1051, 741]
article-paragraph: The night before his mother was killed, his father rolled up his swag and said he was going to Kawakawa in the morning. On Tuesday morning, witness and his father, who slept in a tent in the grounds, got up at four o'clock, and asked his mother for money for the journey. His mother refused, and his father drew the axe, and when the mother's back was turned he struck her on the head. She screamed and fell backwards. His father then struck her two or three times, as she lay on the floor, and left the axe buried in her head. His father then shouted "goodbye" and rushed out of the house. His mother uttered no sound save a low moaning after the first blow. [461, 224, 600, 342]
subheading: THE PUBLIC OPINION. [633, 419, 728, 429]
